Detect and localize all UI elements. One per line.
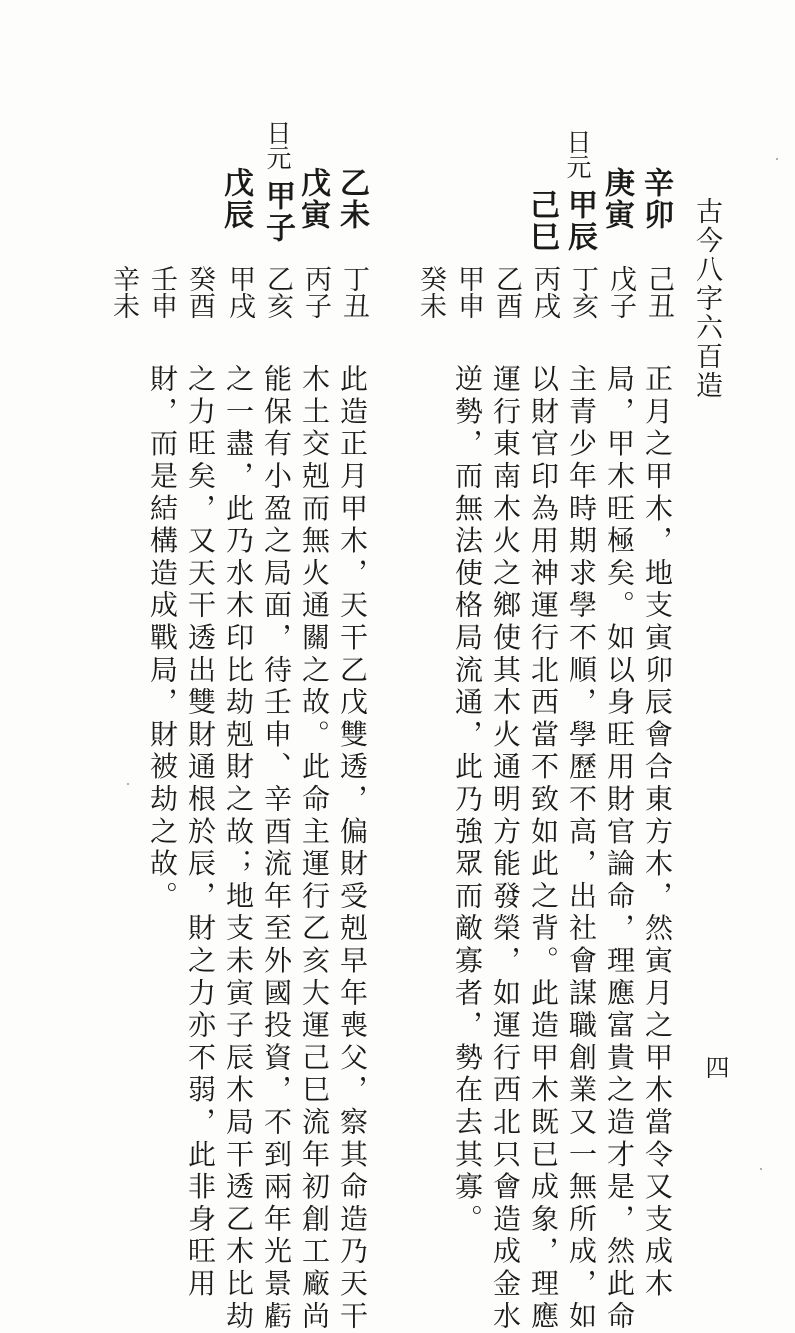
luck-pillar: 丙戌 xyxy=(529,265,560,319)
pillar-year: 乙未 xyxy=(334,167,369,231)
commentary-line: 主青少年時期求學不順，學歷不高，出社會謀職創業又一無所成，如 xyxy=(565,364,598,1333)
luck-pillar: 乙酉 xyxy=(491,265,522,319)
luck-pillar: 戊子 xyxy=(605,265,636,319)
commentary-line: 運行東南木火之鄉使其木火通明方能發榮，如運行西北只會造成金水 xyxy=(489,364,522,1333)
commentary-line: 以財官印為用神運行北西當不致如此之背。此造甲木既已成象，理應 xyxy=(527,364,560,1333)
commentary-line: 木土交剋而無火通關之故。此命主運行乙亥大運己巳流年初創工廠尚 xyxy=(298,364,331,1333)
luck-pillar: 乙亥 xyxy=(262,265,293,319)
luck-pillar: 己丑 xyxy=(643,265,674,319)
pillar-day: 甲子 xyxy=(260,180,295,244)
luck-pillar: 丁亥 xyxy=(567,265,598,319)
luck-pillar: 癸酉 xyxy=(184,265,215,319)
commentary-line: 正月之甲木，地支寅卯辰會合東方木，然寅月之甲木當令又支成木 xyxy=(641,364,674,1301)
commentary-line: 之力旺矣，又天干透出雙財通根於辰，財之力亦不弱，此非身旺用 xyxy=(184,364,217,1301)
commentary-line: 此造正月甲木，天干乙戊雙透，偏財受剋早年喪父，察其命造乃天干 xyxy=(336,364,369,1333)
pillar-hour: 戊辰 xyxy=(218,167,253,231)
luck-pillar: 甲戌 xyxy=(224,265,255,319)
pillar-day: 甲辰 xyxy=(562,189,597,253)
luck-pillar: 丙子 xyxy=(300,265,331,319)
commentary-line: 逆勢，而無法使格局流通，此乃強眾而敵寡者，勢在去其寡。 xyxy=(451,364,484,1237)
commentary-line: 能保有小盈之局面，待壬申、辛酉流年至外國投資，不到兩年光景虧 xyxy=(260,364,293,1333)
book-title: 古今八字六百造 xyxy=(691,197,722,400)
scan-speck xyxy=(760,1168,762,1170)
day-master-label: 日元 xyxy=(263,120,292,170)
commentary-line: 局，甲木旺極矣。如以身旺用財官論命，理應富貴之造才是，然此命 xyxy=(603,364,636,1333)
scan-speck xyxy=(127,783,129,785)
pillar-month: 戊寅 xyxy=(295,167,330,231)
luck-pillar: 辛未 xyxy=(108,265,139,319)
luck-pillar: 甲申 xyxy=(453,265,484,319)
day-master-label: 日元 xyxy=(563,129,592,179)
luck-pillar: 癸未 xyxy=(415,265,446,319)
pillar-hour: 己巳 xyxy=(524,189,559,253)
pillar-month: 庚寅 xyxy=(599,167,634,231)
commentary-line: 之一盡，此乃水木印比劫剋財之故；地支未寅子辰木局干透乙木比劫 xyxy=(222,364,255,1333)
scan-speck xyxy=(776,158,778,160)
luck-pillar: 壬申 xyxy=(146,265,177,319)
luck-pillar: 丁丑 xyxy=(338,265,369,319)
page-number: 四 xyxy=(701,1055,729,1079)
pillar-year: 辛卯 xyxy=(638,167,673,231)
commentary-line: 財，而是結構造成戰局，財被劫之故。 xyxy=(146,364,179,914)
